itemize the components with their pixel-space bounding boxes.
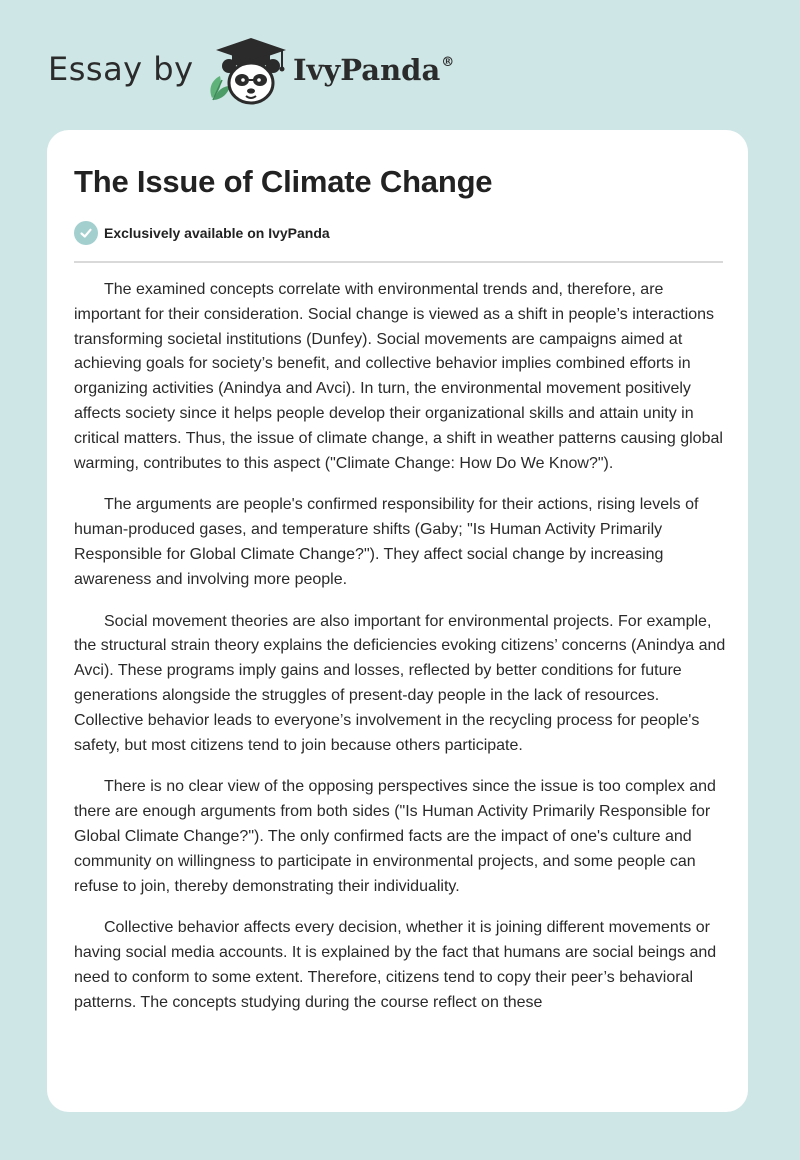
essay-by-label: Essay by	[48, 50, 194, 88]
paragraph: Social movement theories are also important for environmental projects. For example, the structural strain theory explains the deficiencies evoking citizens’ concerns (Anindya and Avci). These programs imply gains and losses, reflected by better conditions for future generations alongside the struggles of present-day people in the lack of resources. Collective behavior leads to everyone’s involvement in the recycling process for people's safety, but most citizens tend to join because others participate.	[74, 612, 726, 754]
paragraph: Collective behavior affects every decision, whether it is joining different movements or having social media accounts. It is explained by the fact that humans are social beings and need to conform to some extent. Therefore, citizens tend to copy their peer’s behavioral patterns. The concepts studying during the course reflect on these	[74, 919, 717, 1011]
paragraph: The arguments are people's confirmed responsibility for their actions, rising levels of human-produced gases, and temperature shifts (Gaby; "Is Human Activity Primarily Responsible for Global Climate Change?"). They affect social change by increasing awareness and involving more people.	[74, 496, 699, 588]
panda-mortarboard-icon[interactable]	[202, 36, 292, 108]
check-icon	[74, 221, 98, 245]
brand-text: IvyPanda	[293, 53, 441, 87]
paragraph: There is no clear view of the opposing perspectives since the issue is too complex and there are enough arguments from both sides ("Is Human Activity Primarily Responsible for Global Climate Change?"). The only confirmed facts are the impact of one's culture and community on willingness to participate in environmental projects, and some people can refuse to join, thereby demonstrating their individuality.	[74, 778, 716, 895]
site-header	[48, 36, 568, 108]
registered-mark: ®	[441, 55, 455, 70]
divider	[74, 261, 723, 263]
exclusive-badge	[74, 221, 330, 245]
exclusive-label: Exclusively available on IvyPanda	[104, 225, 330, 241]
paragraph: The examined concepts correlate with environmental trends and, therefore, are important for their consideration. Social change is viewed as a shift in people’s interactions transforming societal institutions (Dunfey). Social movements are campaigns aimed at achieving goals for society’s benefit, and collective behavior implies combined efforts in organizing activities (Anindya and Avci). In turn, the environmental movement positively affects society since it helps people develop their organizational skills and attain unity in critical matters. Thus, the issue of climate change, a shift in weather patterns causing global warming, contributes to this aspect ("Climate Change: How Do We Know?").	[74, 281, 723, 472]
essay-card	[47, 130, 748, 1112]
page-title: The Issue of Climate Change	[74, 164, 493, 199]
essay-body	[74, 278, 726, 1033]
leaf-icon	[210, 76, 230, 100]
brand-name[interactable]	[293, 53, 454, 87]
